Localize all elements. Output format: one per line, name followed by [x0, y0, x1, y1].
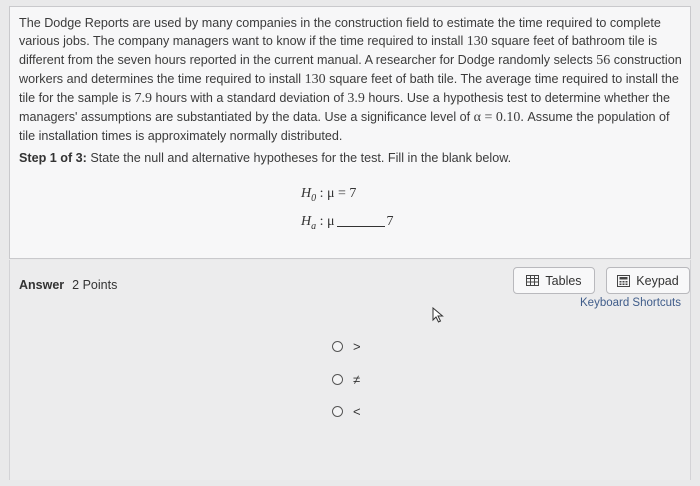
problem-text-5: hours with a standard deviation of: [152, 91, 348, 105]
answer-header: [19, 278, 117, 292]
alternative-hypothesis: [301, 214, 394, 232]
problem-text-4: square feet of bath tile. The average time required to install the tile for the sample is: [19, 72, 679, 105]
option-greater-than[interactable]: [332, 339, 361, 354]
area-value: 130: [466, 34, 488, 49]
option-symbol: >: [353, 339, 361, 354]
h0-symbol: H: [301, 186, 312, 201]
step-label: Step 1 of 3:: [19, 151, 87, 165]
option-not-equal[interactable]: [332, 372, 360, 387]
option-less-than[interactable]: [332, 404, 361, 419]
step-instruction: [19, 151, 511, 165]
problem-statement: [19, 14, 685, 145]
ha-subscript: a: [311, 220, 317, 232]
problem-text-1: The Dodge Reports are used by many companies in the construction field to estimate the time required to complete various jobs. The company managers want to know if the time required to install: [19, 16, 661, 48]
tables-label: Tables: [545, 273, 582, 288]
step-text: State the null and alternative hypotheses for the test. Fill in the blank below.: [86, 151, 512, 165]
mouse-cursor-icon: [432, 307, 446, 328]
h0-body: : μ = 7: [316, 186, 357, 201]
table-icon: [526, 275, 539, 286]
radio-button[interactable]: [332, 374, 343, 385]
option-symbol: ≠: [353, 372, 361, 387]
radio-button[interactable]: [332, 341, 343, 352]
ha-value: 7: [386, 214, 394, 229]
sample-size-value: 56: [596, 53, 611, 68]
area-value-2: 130: [304, 72, 326, 87]
keypad-button[interactable]: [606, 267, 690, 294]
mean-value: 7.9: [134, 91, 152, 106]
keyboard-shortcuts-link[interactable]: Keyboard Shortcuts: [580, 297, 682, 309]
sd-value: 3.9: [347, 91, 365, 106]
tables-button[interactable]: [513, 267, 595, 294]
option-symbol: <: [353, 404, 361, 419]
points-label: 2 Points: [72, 278, 118, 292]
problem-text-3: construction workers and determines the time required to install: [19, 53, 682, 86]
alpha-value: α = 0.10.: [473, 110, 524, 125]
problem-text-7: Assume the population of tile installation times is approximately normally distributed.: [19, 110, 670, 143]
problem-text-2: square feet of bathroom tile is different from the seven hours reported in the current manual. A researcher for Dodge randomly selects: [19, 34, 658, 67]
problem-text-6: hours. Use a hypothesis test to determine whether the managers' assumptions are substantiated by the data. Use a significance level of: [19, 91, 671, 124]
h0-subscript: 0: [311, 192, 317, 204]
null-hypothesis: [301, 186, 356, 204]
ha-body: : μ: [316, 214, 335, 229]
question-panel: [9, 6, 691, 259]
keypad-label: Keypad: [636, 273, 679, 288]
radio-button[interactable]: [332, 406, 343, 417]
keypad-icon: [617, 275, 630, 287]
answer-label: Answer: [19, 278, 65, 292]
ha-symbol: H: [301, 214, 312, 229]
hypothesis-blank[interactable]: [337, 226, 385, 227]
